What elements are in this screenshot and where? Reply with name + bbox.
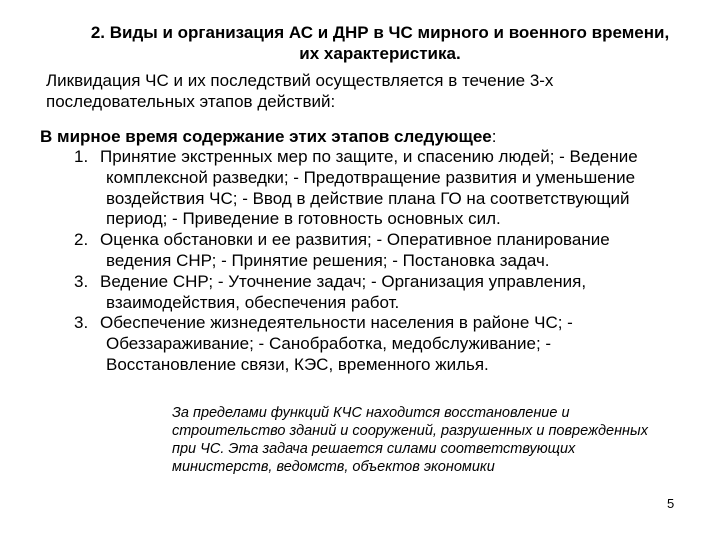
- list-item-line: Ведение СНР; - Уточнение задач; - Организация управления,: [100, 271, 587, 291]
- list-item-number: 2.: [74, 230, 89, 250]
- list-item-line: Обеспечение жизнедеятельности населения в районе ЧС; -: [100, 313, 573, 333]
- list-item-line: Принятие экстренных мер по защите, и спасению людей; - Ведение: [100, 147, 638, 166]
- list-item: [74, 230, 714, 272]
- page-number: 5: [667, 496, 675, 511]
- section-heading-bold: В мирное время содержание этих этапов следующее: [40, 127, 492, 146]
- note-line-4: министерств, ведомств, объектов экономики: [172, 459, 495, 475]
- note-line-2: строительство зданий и сооружений, разрушенных и поврежденных: [172, 423, 648, 439]
- stages-list: [74, 147, 714, 376]
- intro-line-2: последовательных этапов действий:: [46, 92, 336, 111]
- slide-title: [60, 22, 700, 64]
- list-item: [74, 147, 714, 230]
- list-item-number: 3.: [74, 313, 89, 333]
- list-item-line: взаимодействия, обеспечения работ.: [106, 292, 400, 312]
- list-item-line: Восстановление связи, КЭС, временного жилья.: [106, 354, 489, 374]
- list-item-line: период; - Приведение в готовность основных сил.: [106, 209, 501, 229]
- note-line-3: при ЧС. Эта задача решается силами соответствующих: [172, 441, 576, 457]
- note-line-1: За пределами функций КЧС находится восстановление и: [172, 405, 570, 421]
- list-item-line: Обеззараживание; - Санобработка, медобслуживание; -: [106, 334, 552, 354]
- list-item-number: 3.: [74, 271, 89, 291]
- list-item-number: 1.: [74, 147, 89, 166]
- title-line-1: 2. Виды и организация АС и ДНР в ЧС мирного и военного времени,: [90, 23, 670, 42]
- section-heading: [40, 126, 497, 147]
- italic-note: [172, 404, 712, 476]
- list-item-line: воздействия ЧС; - Ввод в действие плана ГО на соответствующий: [106, 188, 630, 208]
- list-item-line: Оценка обстановки и ее развития; - Оперативное планирование: [100, 230, 610, 250]
- section-heading-suffix: :: [491, 127, 497, 146]
- list-item: [74, 313, 714, 375]
- list-item-line: ведения СНР; - Принятие решения; - Постановка задач.: [106, 250, 550, 270]
- list-item: [74, 272, 714, 314]
- list-item-line: комплексной разведки; - Предотвращение развития и уменьшение: [106, 167, 636, 187]
- intro-line-1: Ликвидация ЧС и их последствий осуществляется в течение 3-х: [46, 71, 554, 90]
- title-line-2: их характеристика.: [299, 44, 461, 63]
- intro-paragraph: [46, 70, 666, 112]
